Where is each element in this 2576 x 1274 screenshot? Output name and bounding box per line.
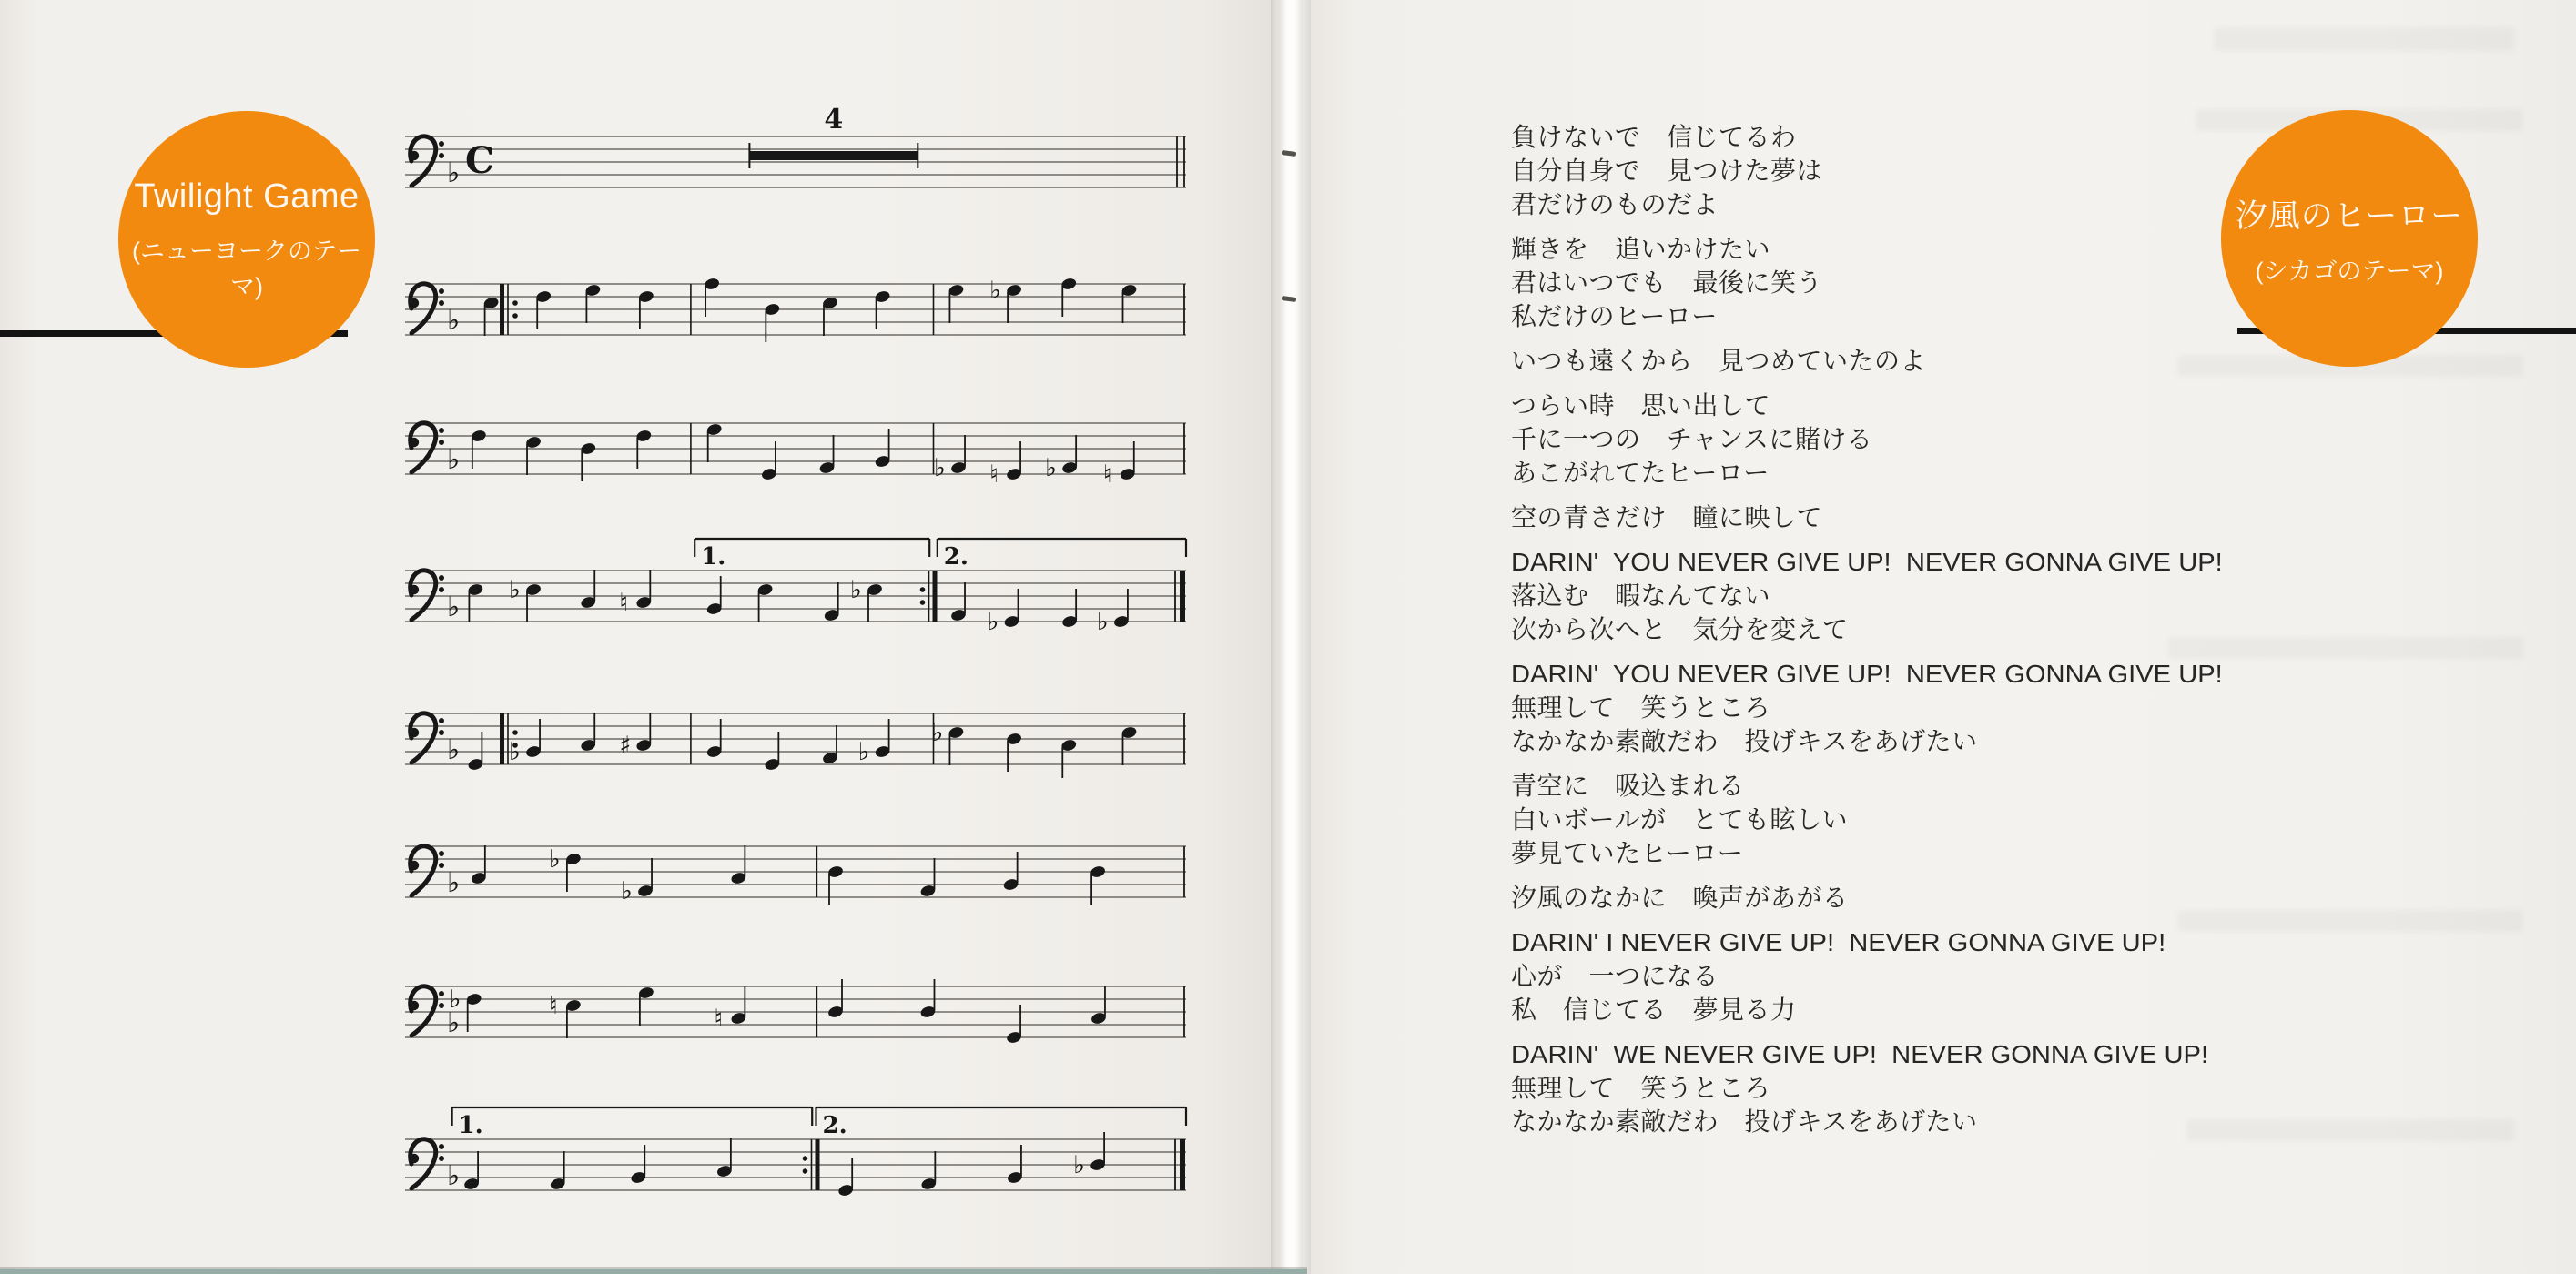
svg-text:♭: ♭ <box>931 719 944 747</box>
lyric-line: あこがれてたヒーロー <box>1511 459 1770 487</box>
lyric-stanza <box>1511 120 2257 221</box>
lyric-line: 白いボールが とても眩しい <box>1511 805 1848 834</box>
staff-row-8 <box>405 1098 1188 1235</box>
svg-text:♭: ♭ <box>509 738 521 766</box>
svg-text:♭: ♭ <box>850 576 862 604</box>
staff-row-4 <box>405 530 1188 666</box>
svg-text:♮: ♮ <box>989 460 999 489</box>
lyric-line: 自分自身で 見つけた夢は <box>1511 157 1823 185</box>
lyric-line: 無理して 笑うところ <box>1511 693 1771 722</box>
svg-text:♭: ♭ <box>548 845 561 874</box>
lyric-line: DARIN' YOU NEVER GIVE UP! NEVER GONNA GIVE UP! <box>1511 660 2223 688</box>
svg-text:♭: ♭ <box>447 734 461 766</box>
lyric-line: 空の青さだけ 瞳に映して <box>1511 503 1823 531</box>
right-badge-title: 汐風のヒーロー <box>2235 197 2464 234</box>
lyric-stanza <box>1511 657 2257 758</box>
right-title-badge <box>2221 110 2478 367</box>
lyric-line: 夢見ていたヒーロー <box>1511 839 1744 867</box>
lyric-line: 千に一つの チャンスに賭ける <box>1511 425 1873 453</box>
binding-gutter <box>1271 0 1311 1274</box>
lyric-line: いつも遠くから 見つめていたのよ <box>1511 347 1927 375</box>
lyric-stanza <box>1511 500 2257 534</box>
svg-text:♮: ♮ <box>548 992 558 1020</box>
svg-text:♮: ♮ <box>619 589 628 617</box>
lyric-line: 落込む 暇なんてない <box>1511 581 1771 610</box>
staff-row-5 <box>405 672 1188 809</box>
svg-text:♭: ♭ <box>934 454 946 482</box>
lyric-line: なかなか素敵だわ 投げキスをあげたい <box>1511 1107 1978 1136</box>
staff-row-2 <box>405 243 1188 379</box>
lyric-stanza <box>1511 545 2257 646</box>
svg-text:1.: 1. <box>458 1112 483 1139</box>
showthrough-smudge <box>2214 27 2514 51</box>
lyric-line: DARIN' I NEVER GIVE UP! NEVER GONNA GIVE UP! <box>1511 928 2166 956</box>
svg-text:♯: ♯ <box>619 732 632 760</box>
svg-text:4: 4 <box>824 104 844 136</box>
lyric-line: 青空に 吸込まれる <box>1511 772 1745 800</box>
lyric-stanza <box>1511 344 2257 378</box>
lyric-stanza <box>1511 925 2257 1026</box>
lyric-stanza <box>1511 1037 2257 1138</box>
lyric-line: 心が 一つになる <box>1511 962 1719 990</box>
staff-row-3 <box>405 382 1188 519</box>
svg-text:♭: ♭ <box>857 738 870 766</box>
svg-text:♭: ♭ <box>447 444 461 476</box>
lyric-line: 汐風のなかに 喚声があがる <box>1511 884 1849 912</box>
lyric-line: つらい時 思い出して <box>1511 391 1771 420</box>
lyric-stanza <box>1511 769 2257 870</box>
lyric-line: 君だけのものだよ <box>1511 190 1719 218</box>
svg-text:♭: ♭ <box>1073 1151 1085 1179</box>
svg-text:♭: ♭ <box>447 305 461 337</box>
svg-text:♭: ♭ <box>447 867 461 899</box>
score <box>405 0 1188 1274</box>
svg-text:♭: ♭ <box>1045 454 1057 482</box>
lyric-stanza <box>1511 232 2257 333</box>
lyric-line: 次から次へと 気分を変えて <box>1511 615 1849 643</box>
lyric-line: 君はいつでも 最後に笑う <box>1511 268 1823 297</box>
svg-text:♭: ♭ <box>987 608 999 636</box>
left-badge-title: Twilight Game <box>134 177 360 216</box>
lyric-line: DARIN' WE NEVER GIVE UP! NEVER GONNA GIVE UP! <box>1511 1040 2209 1068</box>
svg-text:♭: ♭ <box>1096 608 1109 636</box>
svg-text:♮: ♮ <box>1102 460 1112 489</box>
lyric-stanza <box>1511 389 2257 490</box>
svg-text:1.: 1. <box>701 543 726 571</box>
lyric-stanza <box>1511 881 2257 915</box>
lyric-line: 無理して 笑うところ <box>1511 1074 1771 1102</box>
right-badge-subtitle: (シカゴのテーマ) <box>2255 257 2444 285</box>
svg-text:2.: 2. <box>822 1112 847 1139</box>
staff-row-6 <box>405 805 1188 942</box>
lyric-line: 私だけのヒーロー <box>1511 302 1718 330</box>
lyric-line: なかなか素敵だわ 投げキスをあげたい <box>1511 727 1978 755</box>
lyric-line: 負けないで 信じてるわ <box>1511 123 1797 151</box>
page-bottom-edge <box>0 1269 1307 1274</box>
svg-text:♭: ♭ <box>989 277 1001 305</box>
svg-text:C: C <box>465 139 494 182</box>
lyric-line: DARIN' YOU NEVER GIVE UP! NEVER GONNA GIVE UP! <box>1511 548 2223 576</box>
svg-text:♮: ♮ <box>714 1005 724 1033</box>
svg-text:♭: ♭ <box>621 877 633 905</box>
left-badge-subtitle: (ニューヨークのテーマ) <box>132 237 361 300</box>
staff-row-1 <box>405 96 1188 232</box>
svg-text:2.: 2. <box>943 543 969 571</box>
lyrics <box>1511 120 2257 1149</box>
svg-text:♭: ♭ <box>447 157 461 189</box>
lyric-line: 輝きを 追いかけたい <box>1511 235 1771 263</box>
svg-text:♭: ♭ <box>447 592 461 623</box>
svg-text:♭: ♭ <box>449 986 461 1014</box>
svg-text:♭: ♭ <box>447 1007 461 1039</box>
left-title-badge <box>118 111 375 368</box>
svg-text:♭: ♭ <box>509 576 521 604</box>
staff-row-7 <box>405 945 1188 1082</box>
lyric-line: 私 信じてる 夢見る力 <box>1511 996 1797 1024</box>
svg-text:♭: ♭ <box>447 1160 461 1192</box>
